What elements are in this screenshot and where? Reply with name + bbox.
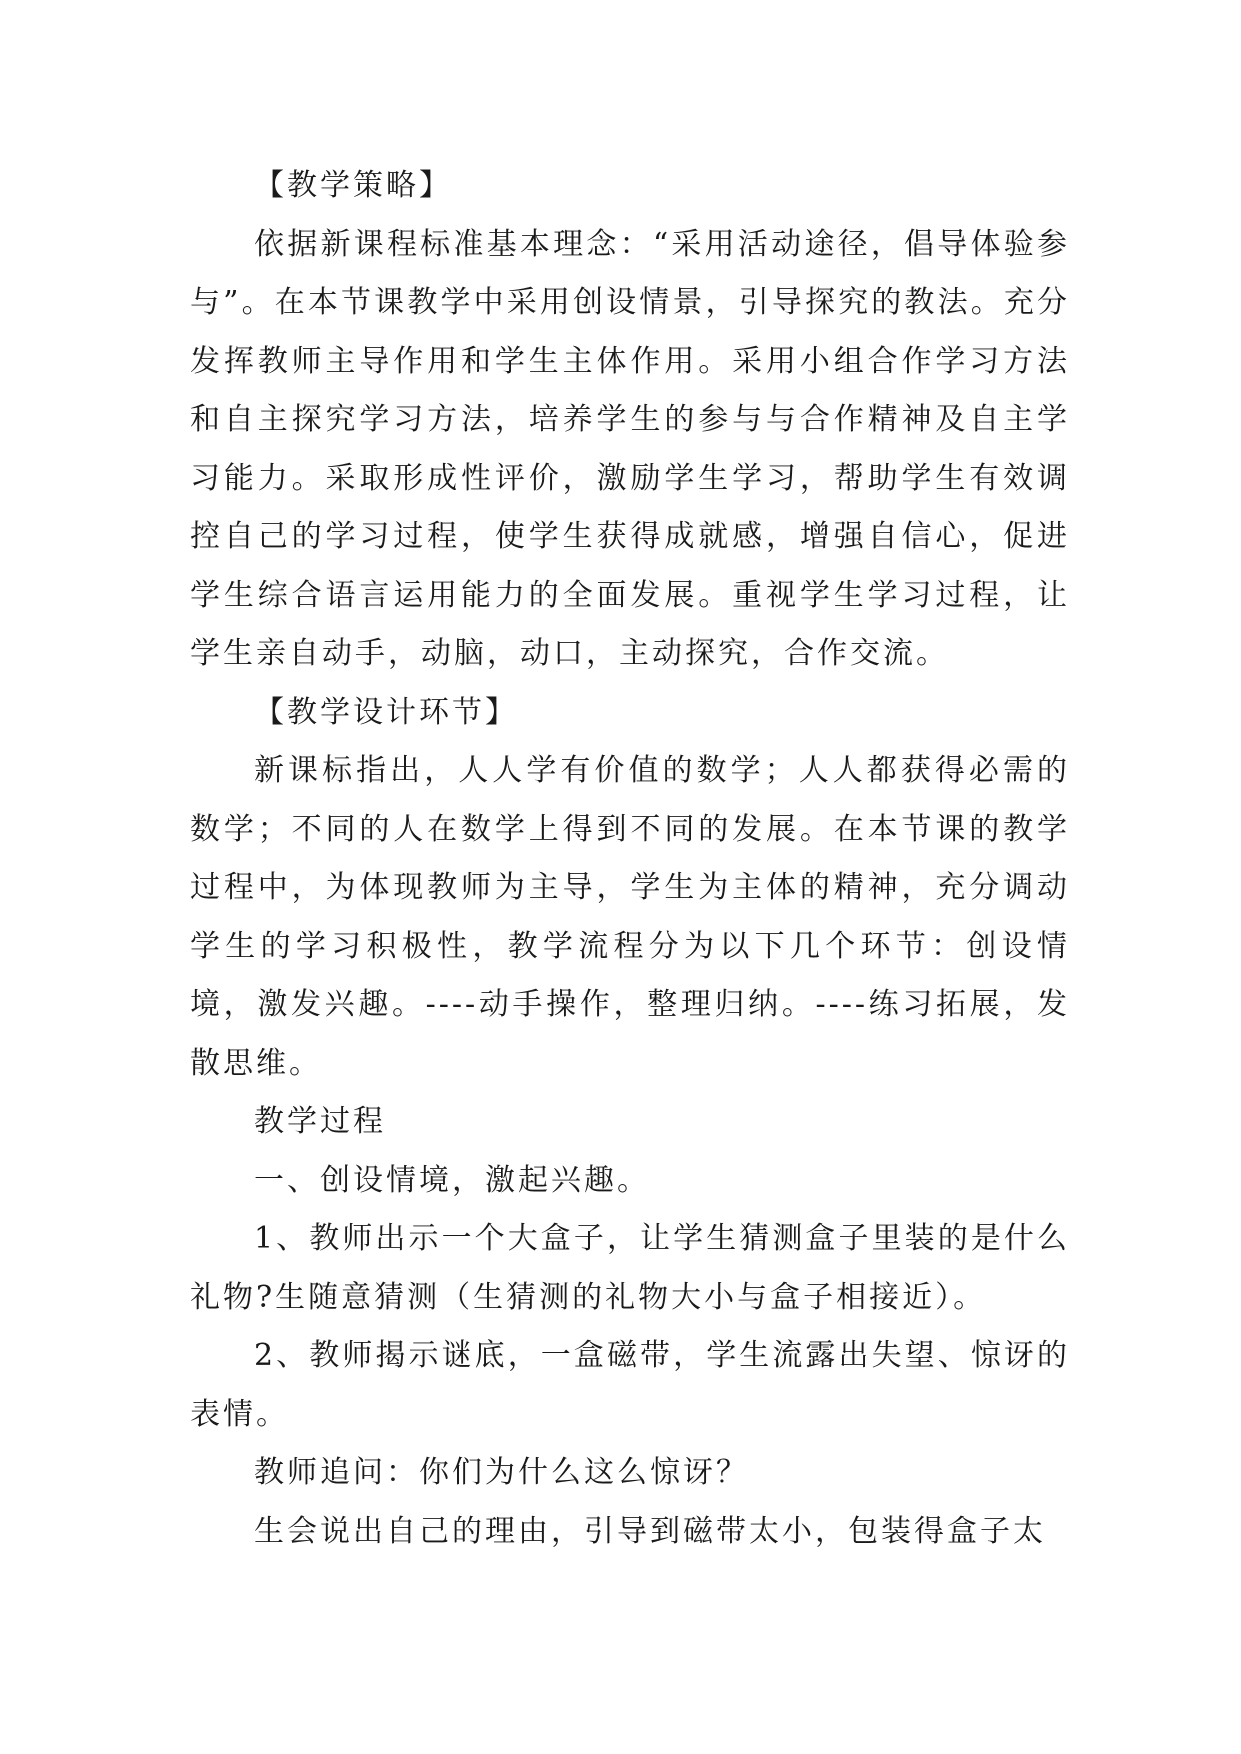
step-item-1: 1、教师出示一个大盒子，让学生猜测盒子里装的是什么礼物?生随意猜测（生猜测的礼物大小与盒子相接近）。 — [190, 1221, 1070, 1315]
section-heading-teaching-process: 教学过程 — [254, 1104, 386, 1139]
step-item-2: 2、教师揭示谜底，一盒磁带，学生流露出失望、惊讶的表情。 — [190, 1338, 1070, 1432]
step-heading-create-situation: 一、创设情境，激起兴趣。 — [254, 1162, 650, 1198]
section-heading-teaching-design: 【教学设计环节】 — [254, 694, 518, 730]
section-heading-teaching-strategy: 【教学策略】 — [254, 168, 452, 203]
teacher-question: 教师追问：你们为什么这么惊讶？ — [254, 1455, 749, 1490]
document-body — [190, 157, 1070, 1561]
student-response: 生会说出自己的理由，引导到磁带太小，包装得盒子太 — [254, 1513, 1046, 1549]
paragraph-design-body: 新课标指出，人人学有价值的数学；人人都获得必需的数学；不同的人在数学上得到不同的发展。在本节课的教学过程中，为体现教师为主导，学生为主体的精神，充分调动学生的学习积极性，教学流程分为以下几个环节：创设情境，激发兴趣。----动手操作，整理归纳。----练习拓展，发散思维。 — [190, 753, 1070, 1081]
paragraph-strategy-body: 依据新课程标准基本理念：“采用活动途径，倡导体验参与”。在本节课教学中采用创设情景，引导探究的教法。充分发挥教师主导作用和学生主体作用。采用小组合作学习方法和自主探究学习方法，培养学生的参与与合作精神及自主学习能力。采取形成性评价，激励学生学习，帮助学生有效调控自己的学习过程，使学生获得成就感，增强自信心，促进学生综合语言运用能力的全面发展。重视学生学习过程，让学生亲自动手，动脑，动口，主动探究，合作交流。 — [190, 226, 1070, 671]
